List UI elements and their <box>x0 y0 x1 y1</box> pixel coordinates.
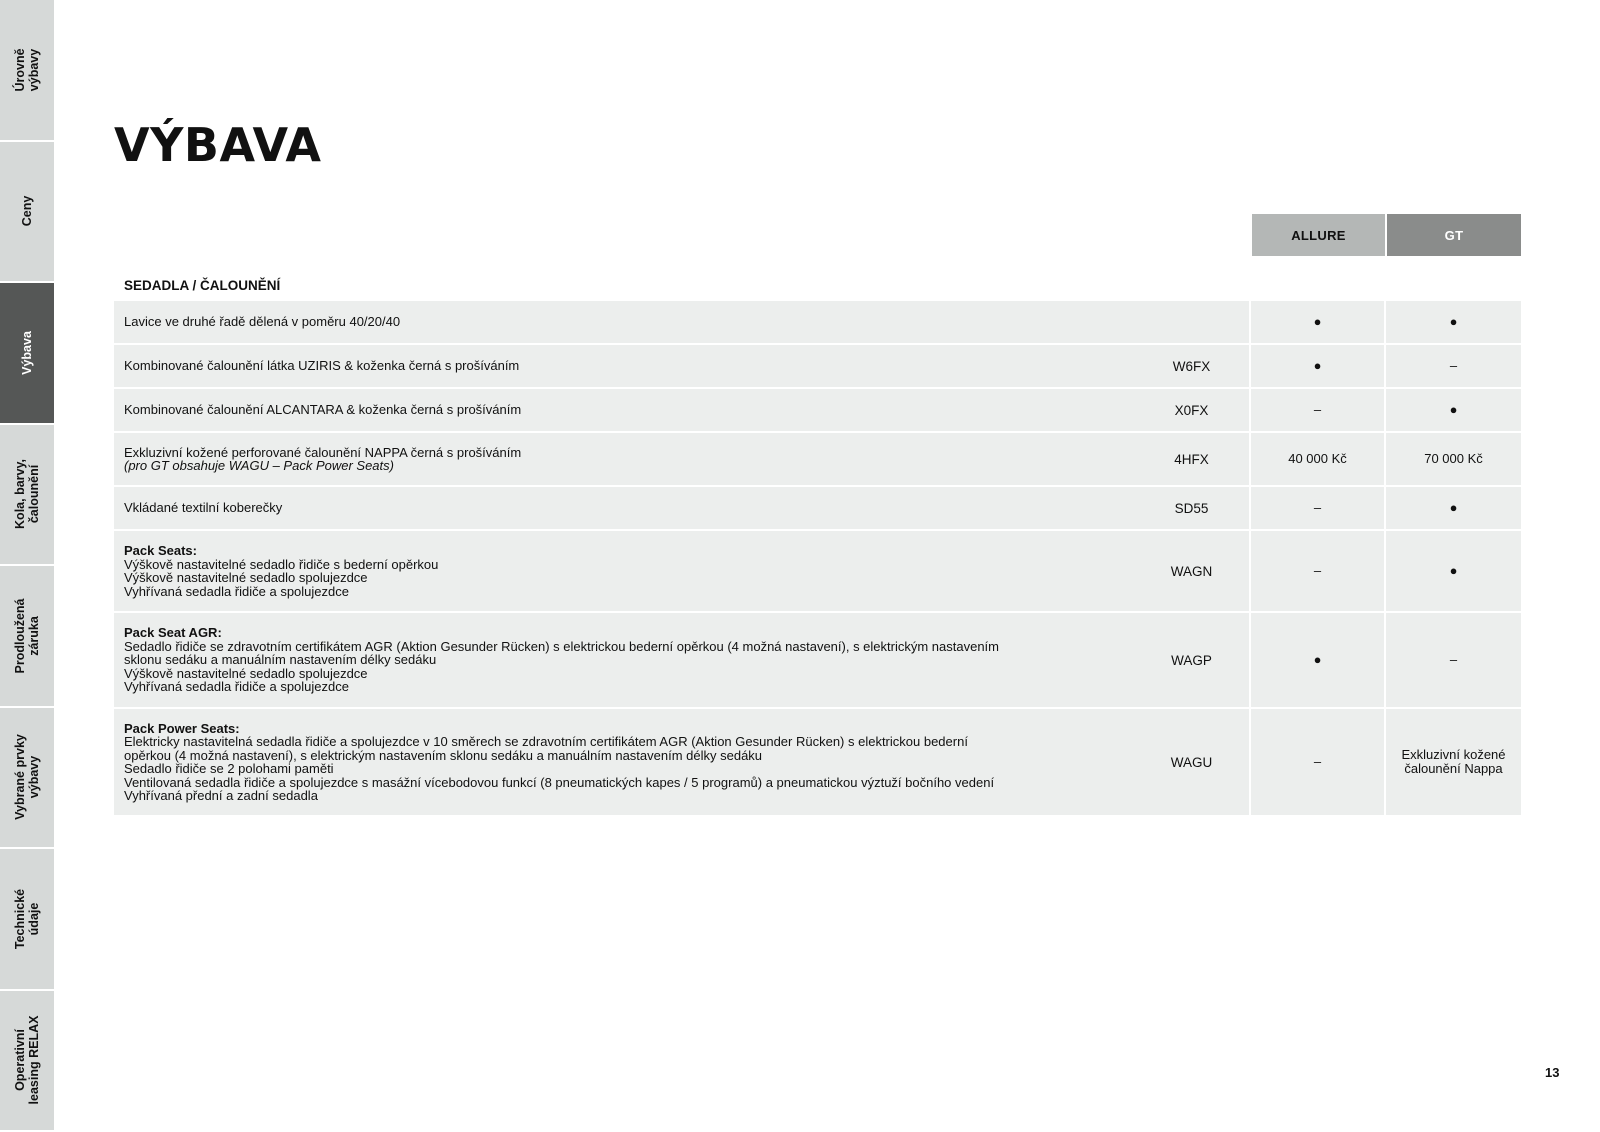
gt-value: ● <box>1449 563 1458 578</box>
sidebar-item-label: Operativní leasing RELAX <box>13 1015 41 1105</box>
sidebar-item-prodlouzena-zaruka[interactable] <box>0 566 54 708</box>
feature-text-line: sklonu sedáku a manuálním nastavením délky sedáku <box>124 652 437 668</box>
sidebar-item-vybrane-prvky-vybavy[interactable] <box>0 708 54 850</box>
sidebar-item-label: Kola, barvy, čalounění <box>13 459 41 530</box>
allure-value: – <box>1251 487 1386 529</box>
feature-text-line: Kombinované čalounění látka UZIRIS & koženka černá s prošíváním <box>124 358 520 374</box>
sidebar-item-label: Vybrané prvky výbavy <box>13 734 41 821</box>
feature-description <box>114 709 1134 815</box>
feature-text-line: Pack Seats: <box>124 543 197 558</box>
table-row <box>114 433 1521 487</box>
sidebar-item-ceny[interactable] <box>0 142 54 284</box>
feature-description <box>114 389 1134 431</box>
sidebar-item-vybava[interactable] <box>0 283 54 425</box>
feature-description <box>114 433 1134 485</box>
gt-value: – <box>1449 358 1458 373</box>
gt-value: ● <box>1449 402 1458 417</box>
sidebar-item-technicke-udaje[interactable] <box>0 849 54 991</box>
feature-text-line: Exkluzivní kožené perforované čalounění NAPPA černá s prošíváním <box>124 444 522 460</box>
sidebar-nav <box>0 0 54 1132</box>
page-number: 13 <box>1545 1065 1560 1080</box>
page-title: VÝBAVA <box>114 118 322 172</box>
allure-value: – <box>1251 709 1386 815</box>
section-title: SEDADLA / ČALOUNĚNÍ <box>124 278 281 293</box>
sidebar-item-label: Úrovně výbavy <box>13 48 41 92</box>
option-code: WAGN <box>1134 531 1251 611</box>
feature-text-line: Kombinované čalounění ALCANTARA & koženka černá s prošíváním <box>124 402 522 418</box>
allure-value: ● <box>1251 301 1386 343</box>
feature-description <box>114 301 1134 343</box>
column-header-gt: GT <box>1387 214 1521 256</box>
sidebar-item-kola-barvy-calouneni[interactable] <box>0 425 54 567</box>
feature-text-line: Výškově nastavitelné sedadlo spolujezdce <box>124 665 368 681</box>
feature-text-line: opěrkou (4 možná nastavení), s elektrickým nastavením sklonu sedáku a manuálním nastavením délky sedáku <box>124 747 763 763</box>
allure-value: 40 000 Kč <box>1251 433 1386 485</box>
feature-text-line: Vyhřívaná sedadla řidiče a spolujezdce <box>124 583 349 599</box>
table-row <box>114 613 1521 709</box>
option-code <box>1134 301 1251 343</box>
gt-value: Exkluzivní kožené čalounění Nappa <box>1401 747 1506 776</box>
feature-text-line: Pack Power Seats: <box>124 720 240 736</box>
sidebar-item-label: Technické údaje <box>13 888 41 949</box>
gt-value: 70 000 Kč <box>1424 451 1483 466</box>
feature-text-line: Vyhřívaná sedadla řidiče a spolujezdce <box>124 679 349 695</box>
feature-text-line: Vkládané textilní koberečky <box>124 500 283 516</box>
sidebar-item-label: Ceny <box>20 195 34 227</box>
feature-text-line: Vyhřívaná přední a zadní sedadla <box>124 788 318 803</box>
option-code: X0FX <box>1134 389 1251 431</box>
option-code: WAGU <box>1134 709 1251 815</box>
gt-value: ● <box>1449 314 1458 329</box>
feature-text-line: Sedadlo řidiče se 2 polohami paměti <box>124 761 334 776</box>
sidebar-item-label: Výbava <box>20 330 34 375</box>
sidebar-item-operativni-leasing[interactable] <box>0 991 54 1132</box>
feature-text-line: Výškově nastavitelné sedadlo řidiče s bederní opěrkou <box>124 556 439 572</box>
feature-text-line: (pro GT obsahuje WAGU – Pack Power Seats) <box>124 458 394 473</box>
feature-text-line: Výškově nastavitelné sedadlo spolujezdce <box>124 570 368 585</box>
table-row <box>114 531 1521 613</box>
sidebar-item-label: Prodloužená záruka <box>13 598 41 674</box>
feature-description <box>114 531 1134 611</box>
gt-value: – <box>1449 652 1458 667</box>
feature-description <box>114 345 1134 387</box>
option-code: W6FX <box>1134 345 1251 387</box>
column-header-allure: ALLURE <box>1252 214 1385 256</box>
feature-text-line: Sedadlo řidiče se zdravotním certifikátem AGR (Aktion Gesunder Rücken) s elektrickou bederní opěrkou (4 možná nastavení), s elektrickým nastavením <box>124 638 999 654</box>
sidebar-item-urovne-vybavy[interactable] <box>0 0 54 142</box>
allure-value: – <box>1251 389 1386 431</box>
table-row <box>114 389 1521 433</box>
allure-value: ● <box>1251 345 1386 387</box>
table-row <box>114 487 1521 531</box>
option-code: SD55 <box>1134 487 1251 529</box>
feature-text-line: Elektricky nastavitelná sedadla řidiče a spolujezdce v 10 směrech se zdravotním certifikátem AGR (Aktion Gesunder Rücken) s elektrickou bederní <box>124 734 968 749</box>
feature-text-line: Ventilovaná sedadla řidiče a spolujezdce s masážní vícebodovou funkcí (8 pneumatických kapes / 5 programů) a pneumatickou výztuží bočního vedení <box>124 774 995 790</box>
gt-value: ● <box>1449 500 1458 515</box>
table-row <box>114 709 1521 817</box>
feature-description <box>114 487 1134 529</box>
table-row <box>114 345 1521 389</box>
option-code: 4HFX <box>1134 433 1251 485</box>
allure-value: ● <box>1251 613 1386 707</box>
option-code: WAGP <box>1134 613 1251 707</box>
allure-value: – <box>1251 531 1386 611</box>
feature-text-line: Pack Seat AGR: <box>124 625 222 641</box>
table-row <box>114 301 1521 345</box>
feature-text-line: Lavice ve druhé řadě dělená v poměru 40/20/40 <box>124 314 401 330</box>
feature-description <box>114 613 1134 707</box>
equipment-table <box>114 301 1521 817</box>
